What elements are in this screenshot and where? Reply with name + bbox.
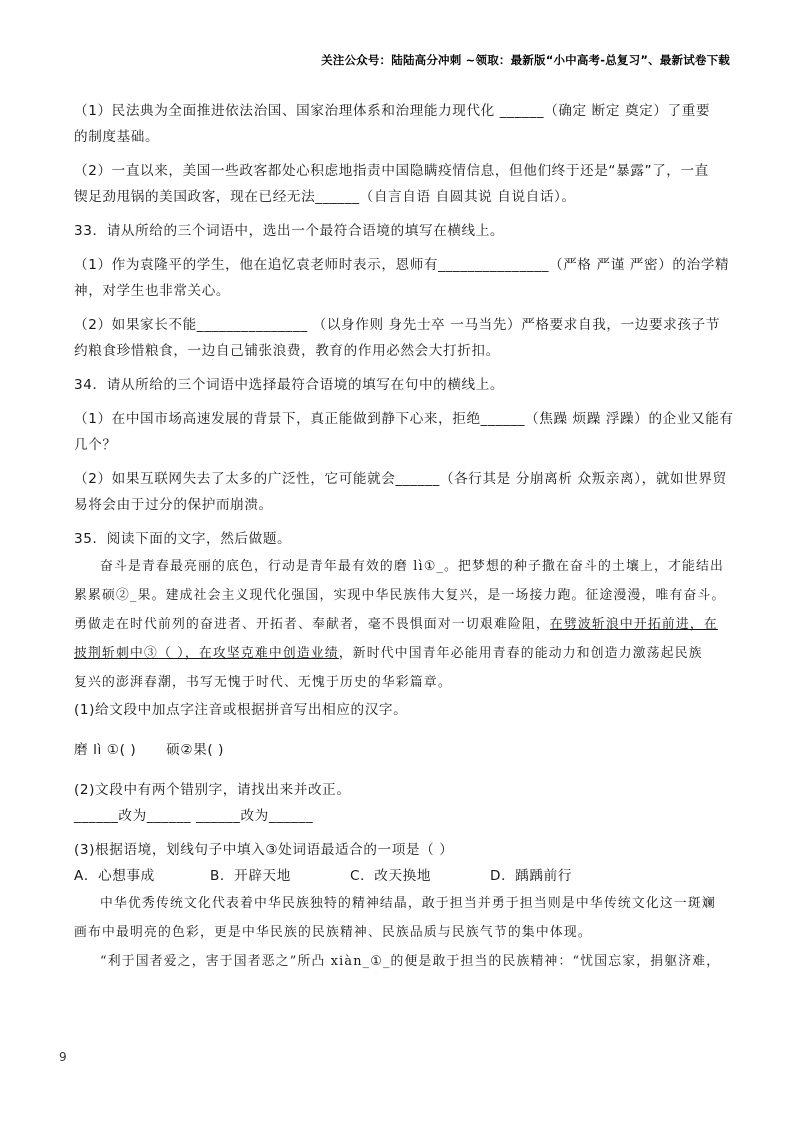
passage-line: 复兴的澎湃春潮，书写无愧于时代、无愧于历史的华彩篇章。	[74, 675, 452, 690]
text-line: 几个？	[74, 437, 117, 453]
answer-blank: 磨 lì ①( )	[74, 742, 137, 758]
sub-question-3: (3)根据语境，划线句子中填入③处词语最适合的一项是（ ）	[74, 842, 454, 858]
text-line: 约粮食珍惜粮食，一边自己铺张浪费，教育的作用必然会大打折扣。	[74, 343, 500, 359]
answer-options	[74, 863, 734, 889]
underlined-sentence: 披荆斩刺中③（ ），在攻坚克难中创造业绩	[74, 646, 339, 661]
passage-line: 奋斗是青春最亮丽的底色，行动是青年最有效的磨 lì①_。把梦想的种子撒在奋斗的土壤上，才能结出	[100, 559, 724, 574]
underlined-sentence: 在劈波斩浪中开拓前进，在	[549, 617, 718, 632]
text-line: 神，对学生也非常关心。	[74, 283, 231, 299]
text-line: 易将会由于过分的保护而崩溃。	[74, 497, 273, 513]
passage-line: 中华优秀传统文化代表着中华民族独特的精神结晶，敢于担当并勇于担当则是中华传统文化这一斑斓	[100, 896, 716, 911]
passage-line	[74, 610, 734, 639]
sub-question-2-answer: ______改为______ ______改为______	[74, 808, 314, 824]
option-c: C．改天换地	[350, 868, 432, 884]
text-line: （2）如果互联网失去了太多的广泛性，它可能就会______（各行其是 分崩离析 众叛亲离），就如世界贸	[74, 471, 727, 487]
text-line: （1）民法典为全面推进依法治国、国家治理体系和治理能力现代化 ______（确定 断定 奠定）了重要	[74, 103, 711, 119]
passage-line	[74, 639, 734, 668]
text-line: （2）如果家长不能_______________ （以身作则 身先士卒 一马当先）严格要求自我，一边要求孩子节	[74, 317, 720, 333]
text-line: （2）一直以来，美国一些政客都处心积虑地指责中国隐瞒疫情信息，但他们终于还是“暴露”了，一直	[74, 163, 709, 179]
sub-question-2: (2)文段中有两个错别字，请找出来并改正。	[74, 782, 351, 798]
sub-question-1-answer	[74, 737, 734, 763]
page-number: 9	[59, 1050, 67, 1064]
sub-question-1: (1)给文段中加点字注音或根据拼音写出相应的汉字。	[74, 702, 408, 718]
passage-line: “利于国者爱之，害于国者恶之”所凸 xiàn_①_的便是敢于担当的民族精神：“忧国忘家，捐躯济难，	[100, 954, 721, 969]
text-line: （1）在中国市场高速发展的背景下，真正能做到静下心来，拒绝______（焦躁 烦躁 浮躁）的企业又能有	[74, 411, 734, 427]
question-34-heading: 34．请从所给的三个词语中选择最符合语境的填写在句中的横线上。	[74, 377, 505, 393]
answer-blank: 硕②果( )	[166, 742, 225, 758]
question-35-heading: 35．阅读下面的文字，然后做题。	[74, 531, 292, 547]
page-header: 关注公众号：陆陆高分冲刺 ~领取：最新版“小中高考-总复习”、最新试卷下载	[321, 53, 730, 67]
passage-text: ，新时代中国青年必能用青春的能动力和创造力激荡起民族	[338, 646, 703, 661]
passage-line: 画布中最明亮的色彩，更是中华民族的民族精神、民族品质与民族气节的集中体现。	[74, 925, 592, 940]
passage-line: 累累硕②_果。建成社会主义现代化强国，实现中华民族伟大复兴，是一场接力跑。征途漫漫，唯有奋斗。	[74, 588, 726, 603]
option-b: B．开辟天地	[210, 868, 291, 884]
question-33-heading: 33．请从所给的三个词语中，选出一个最符合语境的填写在横线上。	[74, 223, 505, 239]
document-body	[74, 98, 734, 976]
option-a: A．心想事成	[74, 868, 155, 884]
text-line: （1）作为袁隆平的学生，他在追忆袁老师时表示，恩师有_______________（严格 严谨 严密）的治学精	[74, 257, 730, 273]
text-line: 锲足劲甩锅的美国政客，现在已经无法______（自言自语 自圆其说 自说自话）。	[74, 189, 576, 205]
text-line: 的制度基础。	[74, 129, 160, 145]
option-d: D．踽踽前行	[490, 868, 573, 884]
passage-text: 勇做走在时代前列的奋进者、开拓者、奉献者，毫不畏惧面对一切艰难险阻，	[74, 617, 550, 632]
